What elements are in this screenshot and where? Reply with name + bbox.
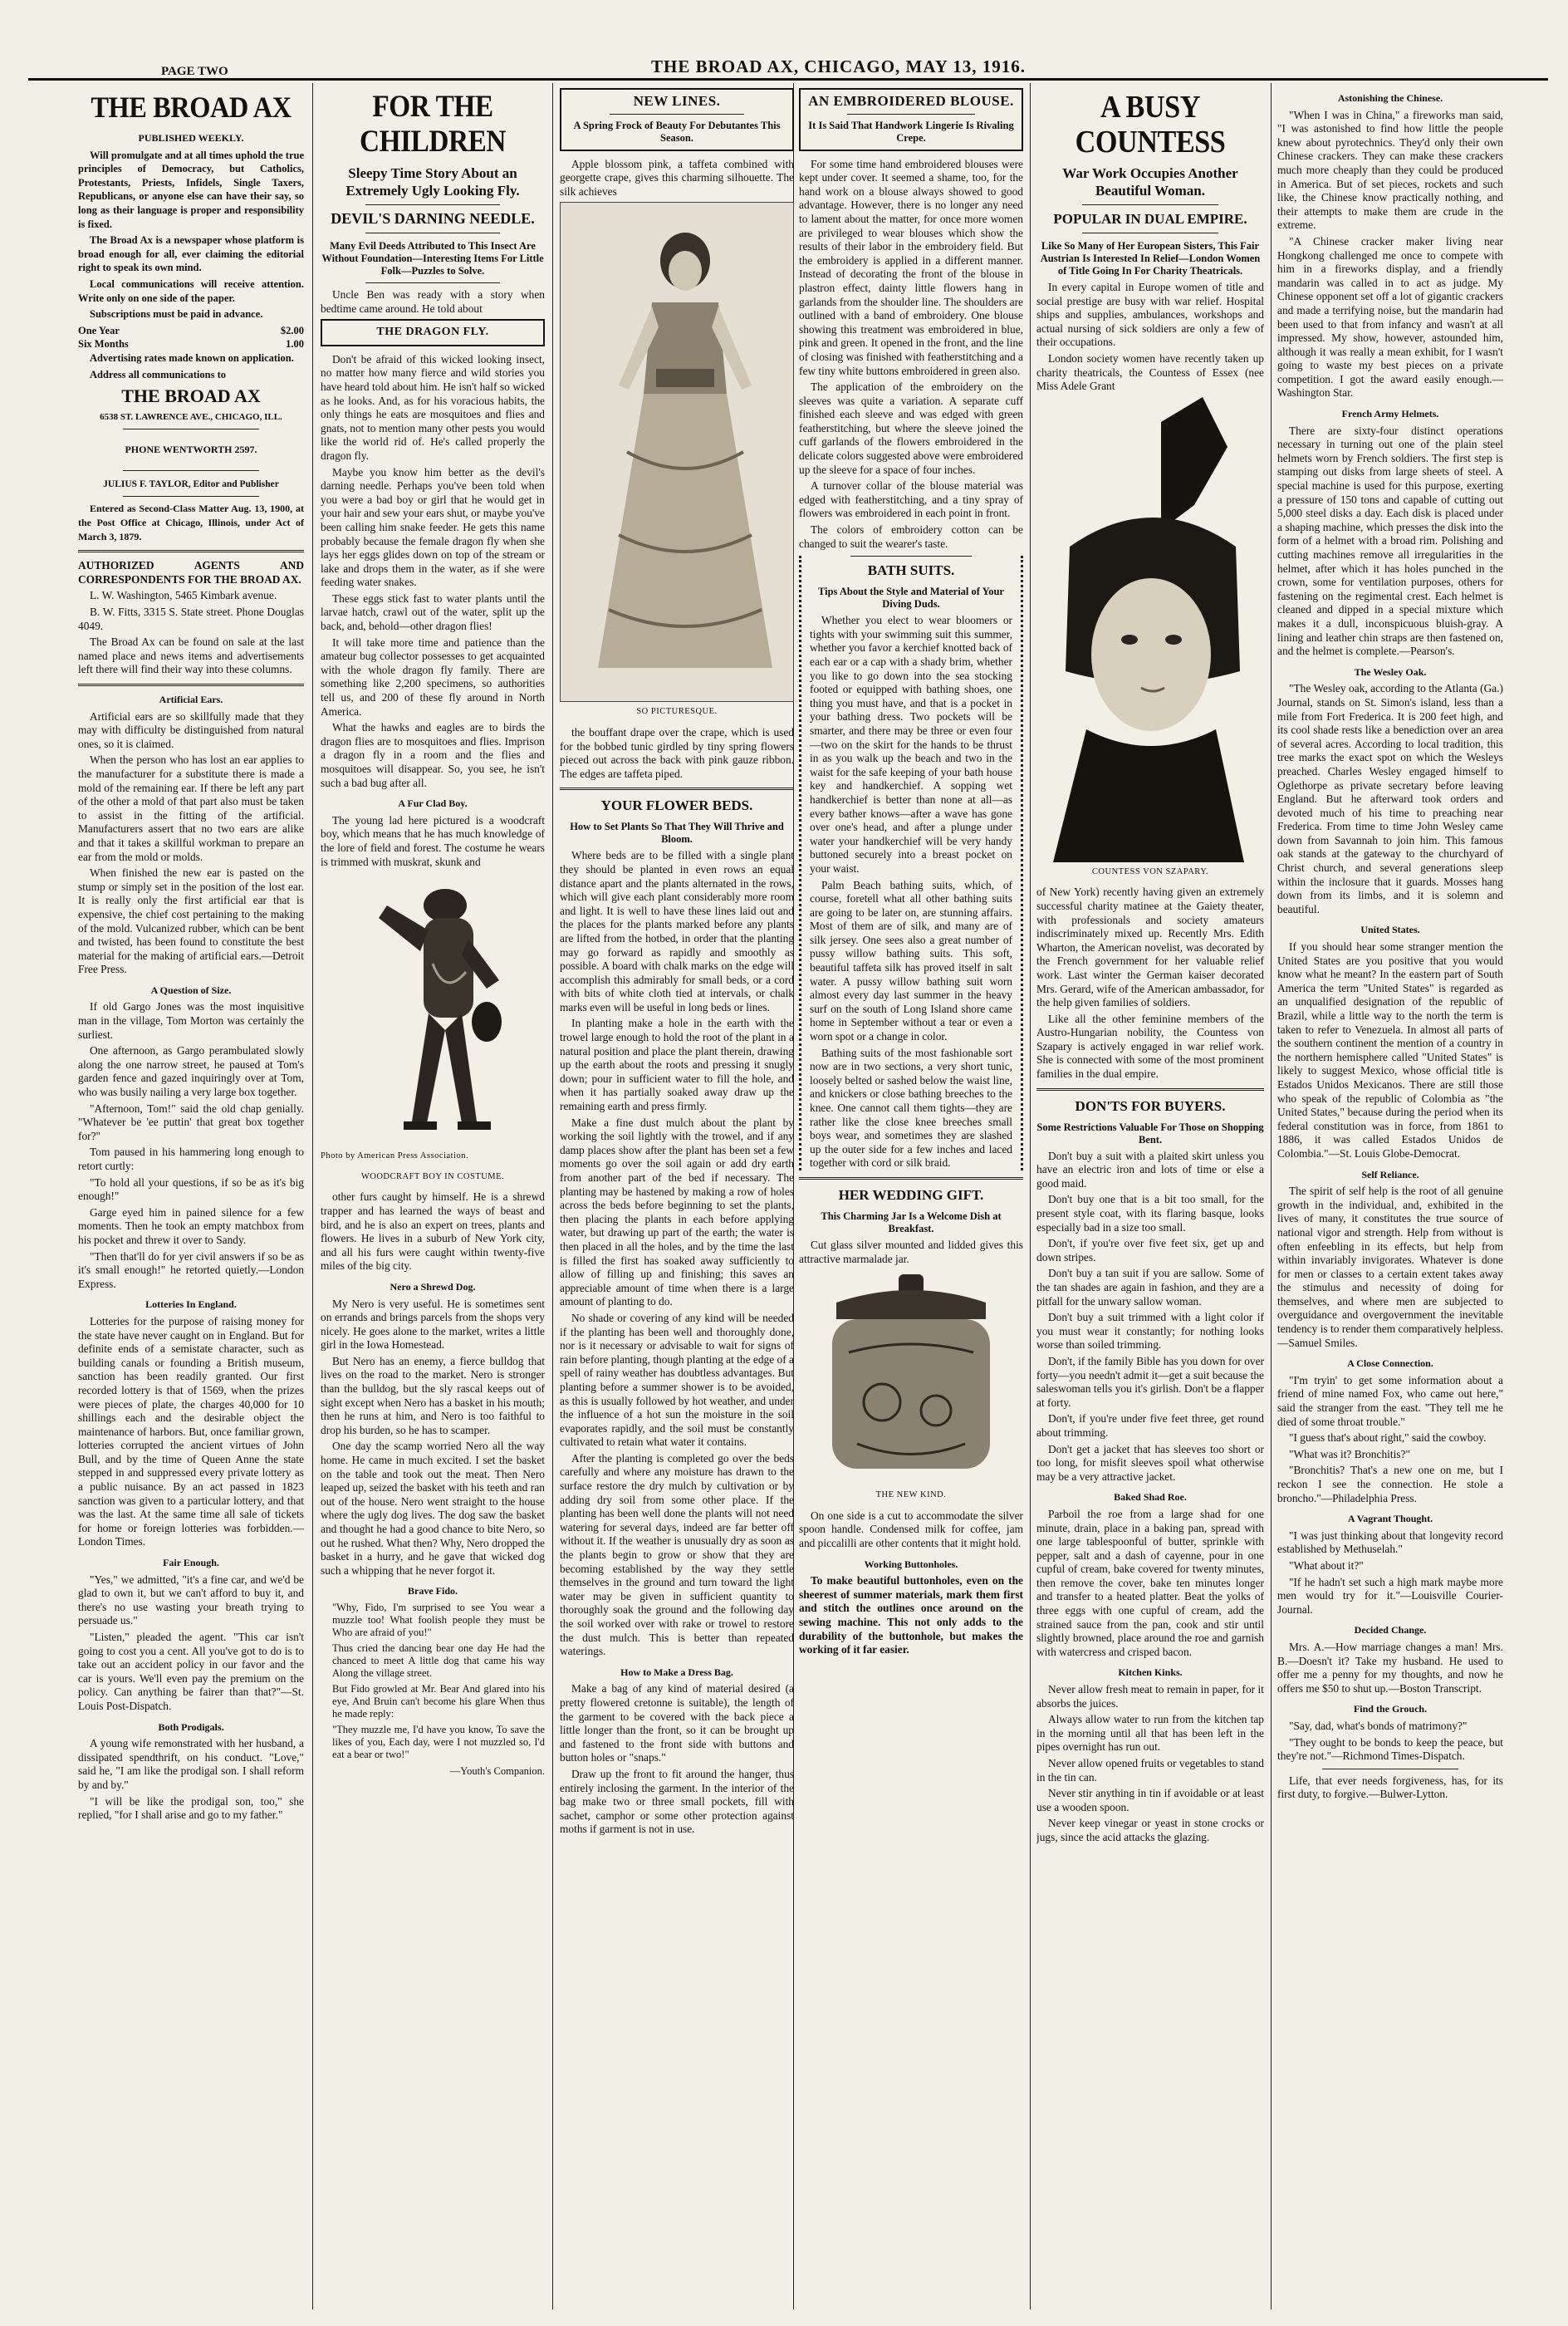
photo-caption: COUNTESS VON SZAPARY. — [1091, 866, 1209, 876]
paragraph: "What about it?" — [1289, 1558, 1364, 1572]
paragraph: But Nero has an enemy, a fierce bulldog that lives on the road to the market. Nero is stronger than the bulldog, but the sly rascal keeps out of sight except when Nero has a basket in his mouth; then he runs at him, and Nero is too faithful to drop his burden, so he has to scamper. — [321, 1354, 545, 1436]
subheadline: Sleepy Time Story About an Extremely Ugly Looking Fly. — [345, 165, 520, 199]
deck: Many Evil Deeds Attributed to This Insect Are Without Foundation—Interesting Items For Little Folk—Puzzles to Solve. — [321, 240, 544, 277]
article-title: A Question of Size. — [150, 984, 232, 996]
column-countess — [1036, 85, 1264, 2311]
article-title: Artificial Ears. — [159, 694, 223, 705]
paragraph: "Say, dad, what's bonds of matrimony?" — [1289, 1719, 1468, 1732]
paragraph: L. W. Washington, 5465 Kimbark avenue. — [90, 589, 277, 602]
paragraph: "I guess that's about right," said the cowboy. — [1289, 1431, 1487, 1445]
paragraph: Make a bag of any kind of material desired (a pretty flowered cretonne is suitable), the length of the garment to be covered with the back piece a little longer than the front, so it can be brought up and fastened to the front side with buttons and button holes or "snaps." — [560, 1682, 794, 1764]
paragraph: These eggs stick fast to water plants until the larvae hatch, crawl out of the water, split up the back, and, behold—other dragon flies! — [321, 591, 545, 633]
paragraph: Bathing suits of the most fashionable sort now are in two sections, a very short tunic, loosely belted or sashed below the waist line, and knickers or close bathing breeches to the knee. One cannot call them tights—they are rather like the close knee breeches small boys wear, and sometimes they are slashed up the outer side for a few inches and laced together with cord or silk braid. — [810, 1046, 1012, 1170]
paragraph: Don't buy a tan suit if you are sallow. Some of the tan shades are again in fashion, and they are a pitfall for the unwary sallow woman. — [1036, 1267, 1264, 1308]
paragraph: My Nero is very useful. He is sometimes sent on errands and brings parcels from the shops very nicely. He goes alone to the market, writes a little girl in the Iowa Homestead. — [321, 1297, 545, 1352]
photo-caption: THE NEW KIND. — [875, 1490, 947, 1500]
column-miscellany — [1277, 85, 1503, 2311]
paragraph: Don't, if the family Bible has you down for over forty—you needn't admit it—get a suit because the saleswoman tells you it's girlish. Don't be a flapper at forty. — [1036, 1354, 1264, 1409]
rate-value: 1.00 — [286, 338, 304, 351]
paragraph: Life, that ever needs forgiveness, has, for its first duty, to forgive.—Bulwer-Lytton. — [1277, 1774, 1503, 1801]
paragraph: Never keep vinegar or yeast in stone crocks or jugs, since the acid attacks the glazing. — [1036, 1817, 1264, 1843]
paragraph: Subscriptions must be paid in advance. — [90, 308, 263, 321]
article-title: Brave Fido. — [408, 1585, 458, 1597]
paragraph: A young wife remonstrated with her husband, a dissipated spendthrift, on his conduct. "Love," said he, "I am like the prodigal son. I shall reform by and by." — [78, 1737, 304, 1791]
paragraph: Tom paused in his hammering long enough to retort curtly: — [78, 1146, 304, 1172]
paragraph: Parboil the roe from a large shad for one minute, drain, place in a baking pan, spread with one large tablespoonful of butter, sprinkle with pepper, salt and a dash of cayenne, pour in one cupful of cream, bake covered for twenty minutes, then remove the cover, bake ten minutes longer and transfer to a heated platter. Beat the yolks of three eggs with one cupful of cream, add the strained sauce from the pan, cook and stir until slightly browned, place around the roe and garnish with watercress and crisped bacon. — [1036, 1507, 1264, 1658]
paragraph: Artificial ears are so skillfully made that they may with difficulty be distinguished from natural ones, so it is claimed. — [78, 709, 304, 750]
article-title: Find the Grouch. — [1353, 1703, 1428, 1715]
paragraph: No shade or covering of any kind will be needed if the planting has been well and thoroughly done, nor is it necessary or advisable to wait for signs of rain before planting, though planting at the edge of a spell of rainy weather has doubtless advantages. But planting before a summer shower is to be avoided, as this is usually followed by hot weather, and under the influence of a hot sun the moisture in the soil evaporates rapidly, and the soil must be constantly cultivated to retain what water it contains. — [560, 1311, 794, 1449]
headline: AN EMBROIDERED BLOUSE. — [808, 93, 1014, 109]
paragraph: When finished the new ear is pasted on the stump or simply set in the position of the lost ear. It is really only the first artificial ear that is expensive, the chief cost pertaining to the making of the mold. Vulcanized rubber, which can be bent and twisted, has been found to constitute the best material for the making of artificial ears.—Detroit Free Press. — [78, 866, 304, 976]
paragraph: In planting make a hole in the earth with the trowel large enough to hold the root of the plant in a natural position and place the plant therein, drawing up the earth about the roots and pressing it snugly down; pour in sufficient water to fill the hole, and when it has partially soaked away draw up the remaining earth and press firmly. — [560, 1017, 794, 1113]
divider — [850, 556, 972, 557]
paragraph: There are sixty-four distinct operations necessary in turning out one of the plain steel helmets worn by French soldiers. The first step is stamping out disks from large sheets of steel. A special machine is used for this purpose, exerting a pressure of 150 tons and capable of cutting out 5,000 steel disks a day. Each disk is placed under a shaping machine, which presses the disk into the form of a helmet with a broad rim. Polishing and cutting machines remove all irregularities in the helmet, after which it has holes punched in the crown, some for ventilation purposes, others for fastening on the regimental crest. Each helmet is cleaned and dipped in a special mixture which makes it a dull, inconspicuous bluish-gray. A lining and leather chin straps are then fastened on, and the helmet is complete.—Pearson's. — [1277, 424, 1503, 658]
page-number: PAGE TWO — [161, 65, 228, 78]
article-title: Baked Shad Roe. — [1114, 1491, 1187, 1504]
paragraph: The colors of embroidery cotton can be changed to suit the wearer's taste. — [799, 523, 1023, 550]
paragraph: "Listen," pleaded the agent. "This car isn't going to cost you a cent. All you've got to do is to take out an accident policy in our favor and the car is yours. We'll even pay the premium on the policy. Can anything be fairer than that?"—St. Louis Post-Dispatch. — [78, 1631, 304, 1712]
paragraph: After the planting is completed go over the beds carefully and where any moisture has drawn to the surface restore the dry mulch by cultivation or by adding dry soil from some other place. If the planting has been well done the plants will not need watering for several days, indeed are far better off without it. If the weather is unusually dry as soon as the plants begin to grow or show that they are becoming established by the way they settle themselves in the ground and turn toward the light water may be given in sufficient quantity to thoroughly soak the ground and the following day the soil worked over with rake or trowel to restore the dust mulch. This is better than repeated waterings. — [560, 1451, 794, 1658]
masthead-rule — [28, 78, 1548, 81]
paragraph: Always allow water to run from the kitchen tap in the morning until all that has been left in the pipes overnight has run out. — [1036, 1713, 1264, 1754]
source: —Youth's Companion. — [449, 1764, 545, 1777]
paragraph: Garge eyed him in pained silence for a few moments. Then he took an empty matchbox from his pocket and threw it over to Sandy. — [78, 1205, 304, 1246]
article-title: How to Make a Dress Bag. — [620, 1666, 733, 1678]
divider — [123, 470, 258, 471]
divider — [1036, 1088, 1264, 1091]
headline: YOUR FLOWER BEDS. — [600, 797, 753, 814]
paragraph: The Broad Ax can be found on sale at the last named place and news items and advertisements left there will find their way into these columns. — [78, 635, 304, 676]
paragraph: "Bronchitis? That's a new one on me, but I reckon I see the connection. He stole a broncho."—Philadelphia Press. — [1277, 1464, 1503, 1504]
paragraph: Advertising rates made known on application. — [90, 351, 294, 364]
marmalade-jar-photo — [799, 1269, 1023, 1485]
paragraph: "They ought to be bonds to keep the peace, but they're not."—Richmond Times-Dispatch. — [1277, 1735, 1503, 1763]
paragraph: Don't buy a suit with a plaited skirt unless you have an electric iron and lots of time or else a good maid. — [1036, 1149, 1264, 1190]
rate-row — [78, 324, 304, 338]
headline: BATH SUITS. — [867, 562, 955, 579]
paragraph: Palm Beach bathing suits, which, of course, foretell what all other bathing suits are going to be later on, are stunning affairs. Most of them are of silk, and many are of silk jersey. One sees also a great number of pussy willow bathing suits. This soft, beautiful taffeta silk has proved itself in salt water. A pussy willow bathing suit worn almost every day last summer in the heavy surf on the south of Long Island shore came home in September without a tear or even a worn spot or a change in color. — [810, 878, 1012, 1043]
paragraph: "The Wesley oak, according to the Atlanta (Ga.) Journal, stands on St. Simon's island, less than a mile from Fort Frederica. It is 200 feet high, and its cool shade rests like a benediction over an area of several acres. According to local tradition, this tree marks the exact spot on which the Wesleys preached. Charles Wesley engaged himself to Oglethorpe as private secretary before leaving England. But he afterward took orders and devoted much of his time to preaching near Frederica. From time to time John Wesley came down from Savannah to join him. This famous oak stands at the gateway to the churchyard of Christ church, and several generations sleep within the inclosure that it guards. Mosses hang down from its limbs, and it is solemn and beautiful. — [1277, 682, 1503, 915]
paragraph: A turnover collar of the blouse material was edged with featherstitching, and a tiny spray of flowers was embroidered in each point in front. — [799, 479, 1023, 520]
divider — [610, 114, 744, 115]
rate-value: $2.00 — [280, 324, 304, 336]
headline: DON'TS FOR BUYERS. — [1075, 1097, 1226, 1114]
subheadline: DEVIL'S DARNING NEEDLE. — [331, 210, 535, 227]
paragraph: "To hold all your questions, if so be as it's big enough!" — [78, 1175, 304, 1203]
paragraph: "If he hadn't set such a high mark maybe more men would try for it."—Louisville Courier-Journal. — [1277, 1575, 1503, 1616]
paragraph: London society women have recently taken up charity theatricals, the Countess of Essex (nee Miss Adele Grant — [1036, 351, 1264, 393]
rate-label: Six Months — [78, 338, 129, 351]
editor: JULIUS F. TAYLOR, Editor and Publisher — [103, 478, 279, 489]
address: 6538 ST. LAWRENCE AVE., CHICAGO, ILL. — [100, 411, 282, 422]
paragraph: the bouffant drape over the crape, which is used for the bobbed tunic girdled by tiny spring flowers pieced out across the back with pink gauze ribbon. The edges are taffeta piped. — [560, 725, 794, 780]
boxed-heading — [799, 88, 1023, 151]
rate-label: One Year — [78, 324, 120, 336]
column-children — [321, 85, 545, 2311]
agents-title: AUTHORIZED AGENTS AND CORRESPONDENTS FOR THE BROAD AX. — [78, 559, 304, 586]
paragraph: Whether you elect to wear bloomers or tights with your swimming suit this summer, whether you favor a kerchief knotted back of each ear or a cap with a shady brim, whether you like to go down into the sea stocking footed or equipped with bathing shoes, one thing you must have, and that is a pocket in your bathing dress. Two pockets will be smarter, and there may be three or even four—two on the skirt for the hands to be thrust in as you walk up the beach and two in the waist for the safe keeping of your bath house key and handkerchief. A sopping wet handkerchief is better than none at all—as every bather knows—after a wave has gone over one's head, and after a plunge under water your handkerchief will be very handy buttoned securely into a breast pocket on your waist. — [810, 614, 1012, 875]
article-title: A Vagrant Thought. — [1347, 1513, 1433, 1525]
paragraph: Don't buy one that is a bit too small, for the present style coat, with its flaring basque, looks especially bad in a size too small. — [1036, 1193, 1264, 1234]
paragraph: Lotteries for the purpose of raising money for the state have never caught on in England. But for definite ends of a semistate character, such as building canals or founding a British museum, sanction has been readily granted. Our first recorded lottery is that of 1569, when the prizes were pieces of plate, the charges 40,000 for 10 shillings each and the desirable object the maintenance of harbors. But, once familiar grown, lotteries corrupted the ancient virtues of John Bull, and by the time of Queen Anne the state stepped in and suppressed every private lottery as a public nuisance. By an act passed in 1823 sanction was given to a particular lottery, and that was the last. At the same time all sale of tickets for home or foreign lotteries was forbidden.—London Times. — [78, 1314, 304, 1548]
article-title: Working Buttonholes. — [864, 1558, 958, 1570]
article-title: French Army Helmets. — [1341, 408, 1439, 420]
paragraph: The Broad Ax is a newspaper whose platform is broad enough for all, ever claiming the editorial right to speak its own mind. — [78, 234, 304, 274]
paragraph: Apple blossom pink, a taffeta combined with georgette crape, gives this charming silhouette. The silk achieves — [560, 157, 794, 198]
paragraph: Local communications will receive attention. Write only on one side of the paper. — [78, 277, 304, 304]
article-title: Kitchen Kinks. — [1118, 1666, 1183, 1679]
paragraph: Make a fine dust mulch about the plant by working the soil lightly with the trowel, and if any damp places show after the plant has been set a few moments go over the soil again or add dry earth from another part of the bed if necessary. The planting may be hastened by making a row of holes across the beds before beginning to set the plants, then placing the plants in each before applying water, but drawing up part of the earth; the water is then placed in all the holes, and by the time the last is filled the first has soaked away sufficiently to allow of filling up and finishing; this saves an appreciable amount of time when there is a large amount of planting to do. — [560, 1116, 794, 1308]
paragraph: "Afternoon, Tom!" said the old chap genially. "Whatever be 'ee puttin' that great box together for?" — [78, 1102, 304, 1142]
paragraph: "Then that'll do for yer civil answers if so be as it's small enough!" he retorted quietly.—London Express. — [78, 1249, 304, 1290]
deck: This Charming Jar Is a Welcome Dish at Breakfast. — [821, 1210, 1002, 1234]
paragraph: The application of the embroidery on the sleeves was quite a variation. A separate cuff finished each sleeve and was edged with green featherstitching, but where the sleeve joined the cuff garlands of the flowers embroidered in the delicate colors suggested above were embroidered up the sleeve for a space of four inches. — [799, 380, 1023, 476]
paragraph: In every capital in Europe women of title and social prestige are busy with war relief. Hospital ships and supplies, ambulances, workshops and actual nursing of sick soldiers are only a few of their occupations. — [1036, 281, 1264, 349]
verse: Thus cried the dancing bear one day He had the chanced to meet A little dog that came his way Along the village street. — [332, 1641, 545, 1679]
paragraph: If you should hear some stranger mention the United States are you positive that you would know what he meant? In the eastern part of South America the term "United States" is regarded as an unqualified designation of the republic of Brazil, while a little way to the north the term is taken to refer to Venezuela. In almost all parts of the southern continent the mention of a country in the northern hemisphere called "United States" is likely to suggest Mexico, whose official title is Estados Unidos Mexicanos. There are still those who speak of the republic of Colombia as "the United States," because during the period when its federal constitution was in force, from 1861 to 1886, it was called Estados Unidos de Colombia."—St. Louis Globe-Democrat. — [1277, 940, 1503, 1160]
article-title: The Wesley Oak. — [1354, 665, 1427, 678]
article-title: Lotteries In England. — [145, 1298, 237, 1311]
divider — [365, 204, 500, 205]
verse: But Fido growled at Mr. Bear And glared into his eye, And Bruin can't become his glare When thus he made reply: — [332, 1682, 545, 1720]
paragraph: "A Chinese cracker maker living near Hongkong challenged me once to compete with him in a fireworks display, and a friendly mandarin was called in to act as judge. My Chinese opponent set off a lot of gigantic crackers and made a terrifying noise, but the mandarin had been used to that from infancy and wasn't at all impressed. My show, however, astounded him, although it was really a mean exhibit, for I wasn't going to waste my best pieces on a private competition. I got the award easily enough.—Washington Star. — [1277, 234, 1503, 400]
divider — [78, 550, 304, 552]
paragraph: On one side is a cut to accommodate the silver spoon handle. Condensed milk for coffee, jam and piccalilli are other contents that it might hold. — [799, 1509, 1023, 1549]
paragraph: To make beautiful buttonholes, even on the sheerest of summer materials, mark them first and stitch the outlines once around on the sewing machine. This not only adds to the durability of the buttonhole, but makes the working of it far easier. — [799, 1574, 1023, 1656]
article-title: Fair Enough. — [163, 1557, 219, 1569]
paper-subtitle: PUBLISHED WEEKLY. — [138, 132, 244, 144]
countess-portrait — [1036, 397, 1264, 862]
paragraph: "I was just thinking about that longevity record established by Methuselah." — [1277, 1529, 1503, 1556]
divider — [799, 1177, 1023, 1180]
paragraph: Where beds are to be filled with a single plant they should be planted in even rows an equal distance apart and the plants alternated in the rows, which will give each plant considerably more room and light. It is well to have these lines laid out and the places for the plants marked before any plants are lifted from the hotbed, in order that the planting may go forward as rapidly and smoothly as possible. A board with chalk marks on the edge will accomplish this admirably for small beds, or a cord with bits of white cloth tied at intervals, or chalk marks even will be useful in long beds or lines. — [560, 849, 794, 1013]
paragraph: If old Gargo Jones was the most inquisitive man in the village, Tom Morton was certainly the surliest. — [78, 1000, 304, 1041]
masthead — [28, 52, 1548, 78]
article-title: Both Prodigals. — [158, 1720, 224, 1733]
boxed-heading — [560, 88, 794, 151]
divider — [78, 684, 304, 686]
subheadline: War Work Occupies Another Beautiful Woman. — [1062, 165, 1238, 199]
divider — [847, 114, 976, 115]
paragraph: Cut glass silver mounted and lidded gives this attractive marmalade jar. — [799, 1238, 1023, 1265]
article-title: Nero a Shrewd Dog. — [390, 1280, 476, 1293]
paragraph: One afternoon, as Gargo perambulated slowly along the one narrow street, he paused at Tom's garden fence and gazed inquiringly over at Tom, who was busily nailing a very large box together. — [78, 1044, 304, 1099]
deck: How to Set Plants So That They Will Thrive and Bloom. — [570, 821, 784, 846]
spring-frock-photo — [560, 202, 794, 702]
paragraph: Don't buy a suit trimmed with a light color if you must wear it constantly; for nothing looks worse than soiled trimming. — [1036, 1311, 1264, 1352]
article-title: Decided Change. — [1354, 1624, 1427, 1637]
verse: "They muzzle me, I'd have you know, To save the likes of you, Each day, were I not muzzled so, I'd eat a bear or two!" — [332, 1723, 545, 1760]
paragraph: "I'm tryin' to get some information about a friend of mine named Fox, who came out here," said the stranger from the east. "They tell me he died of some throat trouble." — [1277, 1373, 1503, 1428]
headline: A BUSY COUNTESS — [1075, 90, 1226, 159]
boxed-heading — [321, 319, 545, 346]
paragraph: Like all the other feminine members of the Austro-Hungarian nobility, the Countess von Szapary is actively engaged in war relief work. She is connected with some of the most prominent families in the dual empire. — [1036, 1012, 1264, 1081]
paragraph: What the hawks and eagles are to birds the dragon flies are to mosquitoes and flies. Imprison a dragon fly in a room and the flies and mosquitoes will disappear. So, you see, he isn't such a bad bug after all. — [321, 721, 545, 789]
divider — [560, 788, 794, 790]
jar-illustration — [799, 1269, 1023, 1485]
paragraph: "When I was in China," a fireworks man said, "I was astonished to find how little the people knew about pyrotechnics. They'd only their own Chinese crackers. They can make these crackers much more cheaply than they could be produced in America. But of set pieces, rockets and such like, the Chinese know practically nothing, and their attempts to make them are crude in the extreme. — [1277, 108, 1503, 232]
dateline: THE BROAD AX, CHICAGO, MAY 13, 1916. — [651, 56, 1026, 76]
column-rule — [1030, 83, 1031, 2309]
column-rule — [312, 83, 313, 2309]
column-blouse — [799, 85, 1023, 2311]
paragraph: Never stir anything in tin if avoidable or at least use a wooden spoon. — [1036, 1787, 1264, 1813]
deck: It Is Said That Handwork Lingerie Is Rivaling Crepe. — [808, 119, 1014, 144]
phone: PHONE WENTWORTH 2597. — [125, 444, 257, 456]
paragraph: B. W. Fitts, 3315 S. State street. Phone Douglas 4049. — [78, 606, 304, 632]
verse: "Why, Fido, I'm surprised to see You wear a muzzle too! What foolish people they must be Who are afraid of you!" — [332, 1601, 545, 1638]
countess-illustration — [1036, 397, 1264, 862]
paragraph: Never allow fresh meat to remain in paper, for it absorbs the juices. — [1036, 1683, 1264, 1710]
subheadline: POPULAR IN DUAL EMPIRE. — [1053, 211, 1247, 227]
article-title: Self Reliance. — [1361, 1168, 1419, 1180]
deck: Like So Many of Her European Sisters, This Fair Austrian Is Interested In Relief—London Women of Title Going In For Charity Theatricals. — [1040, 240, 1261, 277]
boy-figure-illustration — [321, 872, 545, 1146]
paragraph: of New York) recently having given an extremely successful charity matinee at the Gaiety theater, with professionals and society amateurs indiscriminately mixed up. Recently Mrs. Edith Wharton, the American novelist, was decorated by the French government for her valuable relief work. Last winter the German kaiser decorated Mrs. Gerard, wife of the American ambassador, for the help given families of soldiers. — [1036, 886, 1264, 1009]
divider — [123, 496, 258, 497]
deck: A Spring Frock of Beauty For Debutantes This Season. — [573, 119, 781, 144]
paragraph: Don't, if you're over five feet six, get up and down stripes. — [1036, 1237, 1264, 1264]
paragraph: Don't be afraid of this wicked looking insect, no matter how many fierce and wild stories you have heard told about him. He isn't half so wicked as he looks. And, as for his voracious habits, the only things he eats are mosquitoes and flies and gnats, not to mention many other pests you would like the world rid of. He's called properly the dragon fly. — [321, 352, 545, 462]
paragraph: other furs caught by himself. He is a shrewd trapper and has learned the ways of beast and bird, and he is also an expert on trees, plants and flowers. He lives in a suburb of New York city, and all his furs were caught within twenty-five miles of the big city. — [321, 1190, 545, 1273]
paragraph: One day the scamp worried Nero all the way home. He came in much excited. I set the basket on the table and took out the meat. Then Nero leaped up, seized the basket with his teeth and ran out of the house. Nero went straight to the house where the ugly dog lives. The dog saw the basket and thought he had a good chance to bite Nero, so out he rushed. What then? Why, Nero dropped the basket in a hurry, and he gave that wicked dog such a whipping that he never forgot it. — [321, 1440, 545, 1577]
column-broad-ax — [78, 85, 304, 2311]
paragraph: The spirit of self help is the root of all genuine growth in the individual, and, exhibited in the lives of many, it constitutes the true source of national vigor and strength. Help from without is often enfeebling in its effects, but help from within invariably invigorates. Whatever is done for men or classes to a certain extent takes away the stimulus and necessity of doing for themselves, and where men are subjected to overguidance and overgovernment the inevitable tendency is to render them comparatively helpless.—Samuel Smiles. — [1277, 1185, 1503, 1349]
deck: Tips About the Style and Material of Your Diving Duds. — [818, 586, 1004, 611]
paragraph: Maybe you know him better as the devil's darning needle. Perhaps you've been told when you were a bad boy or girl that he would get in your hair and sew your ears shut, or maybe you've been calling him snake feeder. He gets this name probably because the female dragon fly when she lays her eggs glides down on top of the stream or lake and drops them in the water, as if she were feeding water snakes. — [321, 465, 545, 589]
headline: FOR THE CHILDREN — [360, 90, 506, 159]
paragraph: Mrs. A.—How marriage changes a man! Mrs. B.—Doesn't it? Take my husband. He used to offer me a penny for my thoughts, and now he offers me $50 to shut up.—Boston Transcript. — [1277, 1640, 1503, 1695]
paragraph: "Yes," we admitted, "it's a fine car, and we'd be glad to own it, but we can't afford to buy it, and there's no use wasting your breath trying to persuade us." — [78, 1573, 304, 1627]
paragraph: Will promulgate and at all times uphold the true principles of Democracy, but Catholics, Protestants, Priests, Infidels, Single Taxers, Republicans, or anyone else can have their say, so long as their language is proper and responsibility is fixed. — [78, 149, 304, 230]
photo-caption: WOODCRAFT BOY IN COSTUME. — [360, 1171, 505, 1181]
paragraph: Address all communications to — [90, 368, 227, 380]
boxed-heading-text: THE DRAGON FLY. — [376, 326, 489, 339]
paragraph: Draw up the front to fit around the hanger, thus entirely inclosing the garment. In the interior of the bag make two or three small pockets, fill with sachet, camphor or some other protection against moths if garment is not in use. — [560, 1767, 794, 1836]
headline: HER WEDDING GIFT. — [838, 1186, 984, 1203]
article-title: A Fur Clad Boy. — [398, 797, 468, 810]
paragraph: The young lad here pictured is a woodcraft boy, which means that he has much knowledge of the lore of field and forest. The costume he wears is trimmed with muskrat, skunk and — [321, 813, 545, 868]
headline: NEW LINES. — [633, 93, 721, 109]
paragraph: Don't get a jacket that has sleeves too short or too long, for misfit sleeves spoil what otherwise may be a very attractive jacket. — [1036, 1442, 1264, 1483]
column-rule — [1271, 83, 1272, 2309]
woman-in-frock-illustration — [561, 203, 794, 701]
paragraph: Don't, if you're under five feet three, get round about trimming. — [1036, 1412, 1264, 1439]
bath-suits-box — [799, 556, 1023, 1170]
article-title: Astonishing the Chinese. — [1337, 92, 1443, 104]
column-fashion — [560, 85, 794, 2311]
divider — [1082, 204, 1218, 205]
paragraph: Entered as Second-Class Matter Aug. 13, 1900, at the Post Office at Chicago, Illinois, under Act of March 3, 1879. — [78, 503, 304, 542]
paragraph: "I will be like the prodigal son, too," she replied, "for I shall arise and go to my father." — [78, 1794, 304, 1822]
column-rule — [552, 83, 553, 2309]
paragraph: "What was it? Bronchitis?" — [1289, 1447, 1410, 1460]
woodcraft-boy-photo — [321, 872, 545, 1146]
photo-caption: SO PICTURESQUE. — [636, 707, 718, 717]
paragraph: For some time hand embroidered blouses were kept under cover. It seemed a shame, too, for the hand work on a blouse always showed to good advantage. However, there is no longer any need to lament about the matter, for once more women are privileged to wear blouses which show the results of their labor in the embroidery field. But the embroidery is applied in a different manner. Instead of decorating the front of the blouse in plastron effect, dainty little flowers hang in garlands from the shoulder line. The shoulders are outlined with a band of embroidery. One blouse showing this treatment was embroidered in blue, pink and green. It opened in the front, and the line of closing was finished with featherstitching and a few tiny white buttons embroidered in green also. — [799, 157, 1023, 377]
paper-title: THE BROAD AX — [91, 91, 292, 124]
rate-row — [78, 337, 304, 351]
paragraph: It will take more time and patience than the amateur bug collector possesses to get acquainted with the whole dragon fly family. There are something like 2,200 specimens, so authorities tell us, and 200 of these fly around in North America. — [321, 635, 545, 718]
paragraph: When the person who has lost an ear applies to the manufacturer for a substitute there is made a mold of the remaining ear. If there be left any part of the other a mold of that part also must be taken to assist in the fitting of the artificial. Manufacturers assert that no two ears are alike and that it takes a skillful workman to prepare an ear from the mold or molds. — [78, 753, 304, 863]
article-title: United States. — [1360, 924, 1420, 936]
address-name: THE BROAD AX — [121, 385, 261, 407]
photo-credit: Photo by American Press Association. — [321, 1151, 469, 1161]
divider — [365, 282, 500, 283]
article-title: A Close Connection. — [1347, 1357, 1433, 1370]
paragraph: Uncle Ben was ready with a story when bedtime came around. He told about — [321, 288, 545, 315]
paragraph: Never allow opened fruits or vegetables to stand in the tin can. — [1036, 1757, 1264, 1784]
deck: Some Restrictions Valuable For Those on Shopping Bent. — [1036, 1121, 1264, 1146]
